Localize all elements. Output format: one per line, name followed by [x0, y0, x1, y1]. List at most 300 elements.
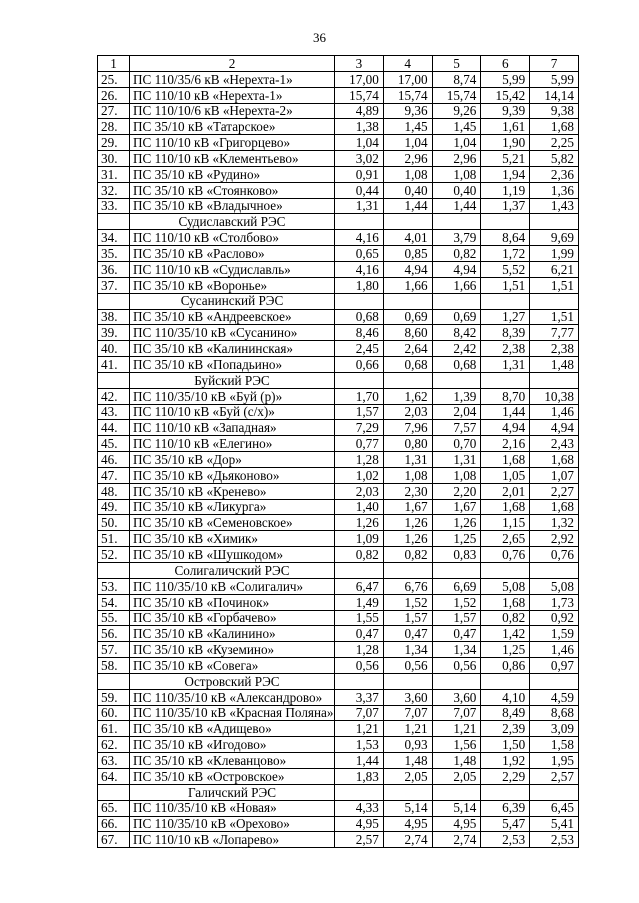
- value-cell: 9,69: [530, 230, 579, 246]
- table-row: [98, 689, 579, 705]
- table-row: [98, 198, 579, 214]
- value-cell: 5,41: [530, 816, 579, 832]
- value-cell: 6,69: [432, 578, 481, 594]
- table-row: [98, 151, 579, 167]
- substation-name: ПС 110/10 кВ «Нерехта-1»: [130, 87, 335, 103]
- value-cell: 6,21: [530, 261, 579, 277]
- table-row: [98, 452, 579, 468]
- value-cell: 0,68: [335, 309, 384, 325]
- table-row: [98, 642, 579, 658]
- table-row: [98, 357, 579, 373]
- value-cell: 1,67: [432, 499, 481, 515]
- value-cell: 0,82: [481, 610, 530, 626]
- section-index-cell: [98, 784, 130, 800]
- value-cell: 8,42: [432, 325, 481, 341]
- value-cell: 2,53: [481, 832, 530, 848]
- header-cell: 2: [130, 56, 335, 72]
- row-number: 61.: [98, 721, 130, 737]
- value-cell: 1,26: [432, 515, 481, 531]
- value-cell: 5,14: [383, 800, 432, 816]
- value-cell: 15,74: [432, 87, 481, 103]
- value-cell: 4,33: [335, 800, 384, 816]
- value-cell: 0,68: [383, 357, 432, 373]
- value-cell: 5,99: [530, 71, 579, 87]
- value-cell: 1,68: [481, 452, 530, 468]
- value-cell: 1,21: [383, 721, 432, 737]
- value-cell: 1,48: [432, 753, 481, 769]
- value-cell: 1,36: [530, 182, 579, 198]
- value-cell: 0,93: [383, 737, 432, 753]
- value-cell: 1,44: [383, 198, 432, 214]
- row-number: 29.: [98, 135, 130, 151]
- value-cell: 15,74: [335, 87, 384, 103]
- row-number: 52.: [98, 547, 130, 563]
- table-row: [98, 721, 579, 737]
- value-cell: 9,39: [481, 103, 530, 119]
- section-title: Островский РЭС: [130, 673, 335, 689]
- table-row: [98, 658, 579, 674]
- table-row: [98, 87, 579, 103]
- value-cell: 1,51: [481, 277, 530, 293]
- substation-name: ПС 110/35/10 кВ «Красная Поляна»: [130, 705, 335, 721]
- section-title: Сусанинский РЭС: [130, 293, 335, 309]
- section-title: Галичский РЭС: [130, 784, 335, 800]
- value-cell: 3,02: [335, 151, 384, 167]
- section-empty-cell: [481, 293, 530, 309]
- section-empty-cell: [383, 372, 432, 388]
- row-number: 54.: [98, 594, 130, 610]
- value-cell: 1,21: [432, 721, 481, 737]
- value-cell: 0,86: [481, 658, 530, 674]
- section-empty-cell: [383, 563, 432, 579]
- value-cell: 1,48: [383, 753, 432, 769]
- value-cell: 1,68: [530, 499, 579, 515]
- value-cell: 1,92: [481, 753, 530, 769]
- page-number: 36: [313, 30, 326, 45]
- section-empty-cell: [481, 563, 530, 579]
- table-row: [98, 467, 579, 483]
- value-cell: 0,85: [383, 246, 432, 262]
- value-cell: 4,95: [383, 816, 432, 832]
- substation-name: ПС 110/10 кВ «Елегино»: [130, 436, 335, 452]
- table-body: [98, 56, 579, 848]
- value-cell: 1,04: [383, 135, 432, 151]
- substation-name: ПС 110/35/10 кВ «Солигалич»: [130, 578, 335, 594]
- value-cell: 1,53: [335, 737, 384, 753]
- row-number: 43.: [98, 404, 130, 420]
- value-cell: 5,47: [481, 816, 530, 832]
- value-cell: 1,99: [530, 246, 579, 262]
- value-cell: 1,26: [383, 515, 432, 531]
- substation-name: ПС 35/10 кВ «Шушкодом»: [130, 547, 335, 563]
- row-number: 35.: [98, 246, 130, 262]
- value-cell: 1,95: [530, 753, 579, 769]
- table-row: [98, 420, 579, 436]
- value-cell: 1,05: [481, 467, 530, 483]
- value-cell: 1,31: [335, 198, 384, 214]
- value-cell: 1,68: [481, 594, 530, 610]
- row-number: 36.: [98, 261, 130, 277]
- value-cell: 2,74: [432, 832, 481, 848]
- value-cell: 9,36: [383, 103, 432, 119]
- value-cell: 0,92: [530, 610, 579, 626]
- table-row: [98, 578, 579, 594]
- table-row: [98, 594, 579, 610]
- value-cell: 1,38: [335, 119, 384, 135]
- section-empty-cell: [530, 673, 579, 689]
- table-row: [98, 261, 579, 277]
- value-cell: 2,01: [481, 483, 530, 499]
- value-cell: 2,05: [383, 768, 432, 784]
- section-title: Судиславский РЭС: [130, 214, 335, 230]
- value-cell: 1,58: [530, 737, 579, 753]
- value-cell: 8,46: [335, 325, 384, 341]
- value-cell: 3,60: [432, 689, 481, 705]
- section-empty-cell: [530, 563, 579, 579]
- value-cell: 2,04: [432, 404, 481, 420]
- value-cell: 1,07: [530, 467, 579, 483]
- substation-name: ПС 35/10 кВ «Калининская»: [130, 341, 335, 357]
- substation-name: ПС 110/35/10 кВ «Сусанино»: [130, 325, 335, 341]
- header-cell: 7: [530, 56, 579, 72]
- value-cell: 4,94: [432, 261, 481, 277]
- value-cell: 1,04: [432, 135, 481, 151]
- value-cell: 1,45: [383, 119, 432, 135]
- value-cell: 2,96: [383, 151, 432, 167]
- value-cell: 1,72: [481, 246, 530, 262]
- section-index-cell: [98, 372, 130, 388]
- value-cell: 1,34: [432, 642, 481, 658]
- row-number: 40.: [98, 341, 130, 357]
- value-cell: 1,59: [530, 626, 579, 642]
- value-cell: 1,57: [335, 404, 384, 420]
- value-cell: 0,82: [383, 547, 432, 563]
- row-number: 50.: [98, 515, 130, 531]
- table-row: [98, 119, 579, 135]
- value-cell: 2,05: [432, 768, 481, 784]
- value-cell: 0,56: [383, 658, 432, 674]
- row-number: 32.: [98, 182, 130, 198]
- value-cell: 8,39: [481, 325, 530, 341]
- section-title: Солигаличский РЭС: [130, 563, 335, 579]
- value-cell: 1,45: [432, 119, 481, 135]
- value-cell: 5,52: [481, 261, 530, 277]
- table-row: [98, 166, 579, 182]
- section-row: [98, 673, 579, 689]
- substation-name: ПС 35/10 кВ «Семеновское»: [130, 515, 335, 531]
- section-empty-cell: [335, 673, 384, 689]
- value-cell: 0,66: [335, 357, 384, 373]
- value-cell: 6,39: [481, 800, 530, 816]
- row-number: 42.: [98, 388, 130, 404]
- value-cell: 1,52: [432, 594, 481, 610]
- value-cell: 6,76: [383, 578, 432, 594]
- substation-name: ПС 110/10 кВ «Буй (с/х)»: [130, 404, 335, 420]
- value-cell: 4,89: [335, 103, 384, 119]
- section-empty-cell: [335, 293, 384, 309]
- substation-name: ПС 35/10 кВ «Андреевское»: [130, 309, 335, 325]
- value-cell: 1,42: [481, 626, 530, 642]
- table-row: [98, 182, 579, 198]
- substation-name: ПС 35/10 кВ «Ликурга»: [130, 499, 335, 515]
- substation-name: ПС 110/10/6 кВ «Нерехта-2»: [130, 103, 335, 119]
- value-cell: 0,68: [432, 357, 481, 373]
- value-cell: 2,03: [335, 483, 384, 499]
- value-cell: 0,82: [335, 547, 384, 563]
- value-cell: 9,38: [530, 103, 579, 119]
- value-cell: 0,47: [335, 626, 384, 642]
- table-row: [98, 816, 579, 832]
- section-row: [98, 214, 579, 230]
- substation-name: ПС 35/10 кВ «Дьяконово»: [130, 467, 335, 483]
- substation-name: ПС 35/10 кВ «Попадьино»: [130, 357, 335, 373]
- substation-name: ПС 35/10 кВ «Татарское»: [130, 119, 335, 135]
- substation-name: ПС 35/10 кВ «Островское»: [130, 768, 335, 784]
- row-number: 41.: [98, 357, 130, 373]
- value-cell: 1,83: [335, 768, 384, 784]
- value-cell: 0,83: [432, 547, 481, 563]
- value-cell: 4,01: [383, 230, 432, 246]
- table-row: [98, 341, 579, 357]
- table-row: [98, 531, 579, 547]
- section-empty-cell: [530, 293, 579, 309]
- row-number: 58.: [98, 658, 130, 674]
- value-cell: 0,97: [530, 658, 579, 674]
- substation-load-table: [97, 55, 579, 848]
- value-cell: 0,44: [335, 182, 384, 198]
- substation-name: ПС 110/10 кВ «Судиславль»: [130, 261, 335, 277]
- substation-name: ПС 35/10 кВ «Клеванцово»: [130, 753, 335, 769]
- value-cell: 1,57: [432, 610, 481, 626]
- section-empty-cell: [383, 784, 432, 800]
- value-cell: 1,94: [481, 166, 530, 182]
- value-cell: 4,94: [383, 261, 432, 277]
- table-row: [98, 230, 579, 246]
- value-cell: 0,69: [383, 309, 432, 325]
- substation-name: ПС 110/35/10 кВ «Орехово»: [130, 816, 335, 832]
- value-cell: 1,27: [481, 309, 530, 325]
- section-empty-cell: [432, 293, 481, 309]
- value-cell: 2,03: [383, 404, 432, 420]
- value-cell: 0,47: [383, 626, 432, 642]
- row-number: 59.: [98, 689, 130, 705]
- value-cell: 0,91: [335, 166, 384, 182]
- row-number: 44.: [98, 420, 130, 436]
- value-cell: 1,44: [335, 753, 384, 769]
- value-cell: 0,40: [432, 182, 481, 198]
- value-cell: 1,31: [432, 452, 481, 468]
- value-cell: 1,61: [481, 119, 530, 135]
- value-cell: 0,70: [432, 436, 481, 452]
- row-number: 51.: [98, 531, 130, 547]
- value-cell: 17,00: [335, 71, 384, 87]
- table-row: [98, 737, 579, 753]
- value-cell: 2,74: [383, 832, 432, 848]
- value-cell: 1,55: [335, 610, 384, 626]
- value-cell: 0,69: [432, 309, 481, 325]
- value-cell: 1,46: [530, 642, 579, 658]
- value-cell: 17,00: [383, 71, 432, 87]
- value-cell: 1,15: [481, 515, 530, 531]
- value-cell: 2,42: [432, 341, 481, 357]
- value-cell: 1,44: [432, 198, 481, 214]
- value-cell: 14,14: [530, 87, 579, 103]
- substation-name: ПС 35/10 кВ «Игодово»: [130, 737, 335, 753]
- substation-name: ПС 35/10 кВ «Владычное»: [130, 198, 335, 214]
- row-number: 45.: [98, 436, 130, 452]
- section-title: Буйский РЭС: [130, 372, 335, 388]
- header-cell: 4: [383, 56, 432, 72]
- table-row: [98, 483, 579, 499]
- value-cell: 1,48: [530, 357, 579, 373]
- substation-name: ПС 35/10 кВ «Химик»: [130, 531, 335, 547]
- row-number: 37.: [98, 277, 130, 293]
- value-cell: 2,38: [481, 341, 530, 357]
- value-cell: 2,30: [383, 483, 432, 499]
- value-cell: 1,34: [383, 642, 432, 658]
- value-cell: 0,80: [383, 436, 432, 452]
- value-cell: 5,08: [481, 578, 530, 594]
- value-cell: 0,77: [335, 436, 384, 452]
- table-row: [98, 309, 579, 325]
- value-cell: 2,64: [383, 341, 432, 357]
- value-cell: 0,76: [481, 547, 530, 563]
- value-cell: 8,60: [383, 325, 432, 341]
- value-cell: 2,92: [530, 531, 579, 547]
- value-cell: 1,46: [530, 404, 579, 420]
- row-number: 38.: [98, 309, 130, 325]
- value-cell: 1,02: [335, 467, 384, 483]
- value-cell: 7,57: [432, 420, 481, 436]
- header-cell: 5: [432, 56, 481, 72]
- row-number: 57.: [98, 642, 130, 658]
- value-cell: 4,95: [432, 816, 481, 832]
- section-empty-cell: [481, 784, 530, 800]
- value-cell: 1,66: [383, 277, 432, 293]
- table-row: [98, 515, 579, 531]
- value-cell: 0,40: [383, 182, 432, 198]
- value-cell: 4,16: [335, 261, 384, 277]
- value-cell: 1,66: [432, 277, 481, 293]
- table-row: [98, 103, 579, 119]
- value-cell: 6,45: [530, 800, 579, 816]
- table-row: [98, 768, 579, 784]
- table-row: [98, 246, 579, 262]
- value-cell: 3,09: [530, 721, 579, 737]
- section-row: [98, 784, 579, 800]
- row-number: 56.: [98, 626, 130, 642]
- value-cell: 2,16: [481, 436, 530, 452]
- row-number: 65.: [98, 800, 130, 816]
- row-number: 46.: [98, 452, 130, 468]
- substation-name: ПС 35/10 кВ «Дор»: [130, 452, 335, 468]
- value-cell: 4,16: [335, 230, 384, 246]
- value-cell: 2,38: [530, 341, 579, 357]
- value-cell: 1,56: [432, 737, 481, 753]
- value-cell: 5,14: [432, 800, 481, 816]
- value-cell: 1,04: [335, 135, 384, 151]
- value-cell: 1,31: [383, 452, 432, 468]
- value-cell: 1,08: [432, 166, 481, 182]
- value-cell: 1,09: [335, 531, 384, 547]
- section-empty-cell: [530, 372, 579, 388]
- value-cell: 2,39: [481, 721, 530, 737]
- section-index-cell: [98, 293, 130, 309]
- row-number: 31.: [98, 166, 130, 182]
- value-cell: 1,26: [335, 515, 384, 531]
- value-cell: 1,28: [335, 452, 384, 468]
- value-cell: 3,79: [432, 230, 481, 246]
- table-row: [98, 547, 579, 563]
- value-cell: 15,74: [383, 87, 432, 103]
- value-cell: 8,49: [481, 705, 530, 721]
- value-cell: 0,76: [530, 547, 579, 563]
- section-index-cell: [98, 673, 130, 689]
- value-cell: 9,26: [432, 103, 481, 119]
- row-number: 53.: [98, 578, 130, 594]
- value-cell: 1,67: [383, 499, 432, 515]
- value-cell: 1,25: [432, 531, 481, 547]
- table-row: [98, 705, 579, 721]
- value-cell: 8,64: [481, 230, 530, 246]
- value-cell: 2,25: [530, 135, 579, 151]
- value-cell: 7,07: [383, 705, 432, 721]
- value-cell: 1,26: [383, 531, 432, 547]
- row-number: 39.: [98, 325, 130, 341]
- substation-name: ПС 35/10 кВ «Горбачево»: [130, 610, 335, 626]
- section-row: [98, 293, 579, 309]
- value-cell: 1,51: [530, 309, 579, 325]
- row-number: 60.: [98, 705, 130, 721]
- section-row: [98, 372, 579, 388]
- value-cell: 1,52: [383, 594, 432, 610]
- value-cell: 1,57: [383, 610, 432, 626]
- value-cell: 1,70: [335, 388, 384, 404]
- value-cell: 1,62: [383, 388, 432, 404]
- section-empty-cell: [432, 784, 481, 800]
- row-number: 67.: [98, 832, 130, 848]
- value-cell: 2,65: [481, 531, 530, 547]
- value-cell: 1,50: [481, 737, 530, 753]
- value-cell: 8,70: [481, 388, 530, 404]
- value-cell: 8,68: [530, 705, 579, 721]
- section-empty-cell: [335, 214, 384, 230]
- table-row: [98, 832, 579, 848]
- section-empty-cell: [481, 673, 530, 689]
- substation-name: ПС 110/10 кВ «Лопарево»: [130, 832, 335, 848]
- value-cell: 2,29: [481, 768, 530, 784]
- section-row: [98, 563, 579, 579]
- table-row: [98, 404, 579, 420]
- substation-name: ПС 110/10 кВ «Западная»: [130, 420, 335, 436]
- value-cell: 2,53: [530, 832, 579, 848]
- row-number: 30.: [98, 151, 130, 167]
- value-cell: 1,37: [481, 198, 530, 214]
- value-cell: 1,68: [530, 119, 579, 135]
- table-row: [98, 610, 579, 626]
- table-row: [98, 388, 579, 404]
- section-empty-cell: [432, 563, 481, 579]
- value-cell: 8,74: [432, 71, 481, 87]
- value-cell: 1,21: [335, 721, 384, 737]
- substation-name: ПС 35/10 кВ «Адищево»: [130, 721, 335, 737]
- substation-name: ПС 110/35/10 кВ «Новая»: [130, 800, 335, 816]
- substation-name: ПС 110/35/10 кВ «Буй (р)»: [130, 388, 335, 404]
- value-cell: 0,47: [432, 626, 481, 642]
- row-number: 64.: [98, 768, 130, 784]
- table-row: [98, 135, 579, 151]
- row-number: 62.: [98, 737, 130, 753]
